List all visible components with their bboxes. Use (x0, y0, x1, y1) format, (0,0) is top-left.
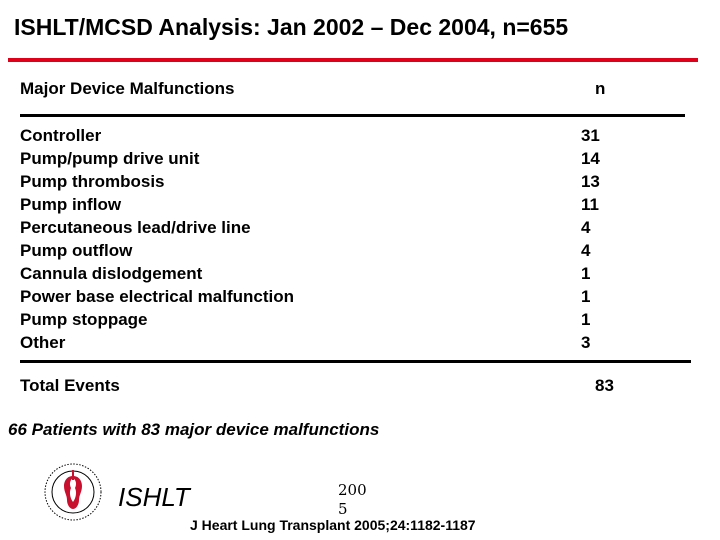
citation: J Heart Lung Transplant 2005;24:1182-1187 (190, 517, 476, 533)
row-count: 1 (580, 287, 591, 306)
row-count: 3 (580, 333, 591, 352)
table-header-n: n (595, 79, 606, 98)
row-count: 11 (580, 195, 599, 214)
logo-text: ISHLT (118, 482, 190, 512)
row-count: 1 (580, 310, 591, 329)
row-label: Pump stoppage (20, 310, 148, 329)
row-count: 31 (580, 126, 600, 145)
table-row (20, 331, 620, 354)
publication-year: 2005 (338, 481, 367, 518)
table-row (20, 147, 620, 170)
table-row (20, 308, 620, 331)
total-label: Total Events (20, 376, 120, 395)
ishlt-seal-icon (43, 462, 103, 522)
header-divider (20, 114, 685, 117)
table-header-label: Major Device Malfunctions (20, 79, 235, 98)
table-row (20, 193, 620, 216)
row-label: Other (20, 333, 66, 352)
row-label: Power base electrical malfunction (20, 287, 294, 306)
row-label: Pump inflow (20, 195, 122, 214)
table-row (20, 170, 620, 193)
row-label: Pump thrombosis (20, 172, 165, 191)
summary-note: 66 Patients with 83 major device malfunctions (8, 420, 380, 439)
table-row (20, 239, 620, 262)
title-divider (8, 58, 698, 62)
row-label: Pump outflow (20, 241, 133, 260)
row-label: Controller (20, 126, 102, 145)
row-count: 1 (580, 264, 591, 283)
total-count: 83 (595, 376, 614, 395)
table-row (20, 124, 620, 147)
row-count: 14 (580, 149, 600, 168)
row-label: Cannula dislodgement (20, 264, 203, 283)
page-title: ISHLT/MCSD Analysis: Jan 2002 – Dec 2004, n=655 (14, 14, 569, 40)
row-label: Pump/pump drive unit (20, 149, 200, 168)
row-count: 4 (580, 241, 591, 260)
table-row (20, 285, 620, 308)
malfunction-table (20, 124, 620, 354)
row-count: 4 (580, 218, 591, 237)
table-row (20, 216, 620, 239)
total-divider (20, 360, 691, 363)
table-row (20, 262, 620, 285)
row-label: Percutaneous lead/drive line (20, 218, 251, 237)
row-count: 13 (580, 172, 600, 191)
